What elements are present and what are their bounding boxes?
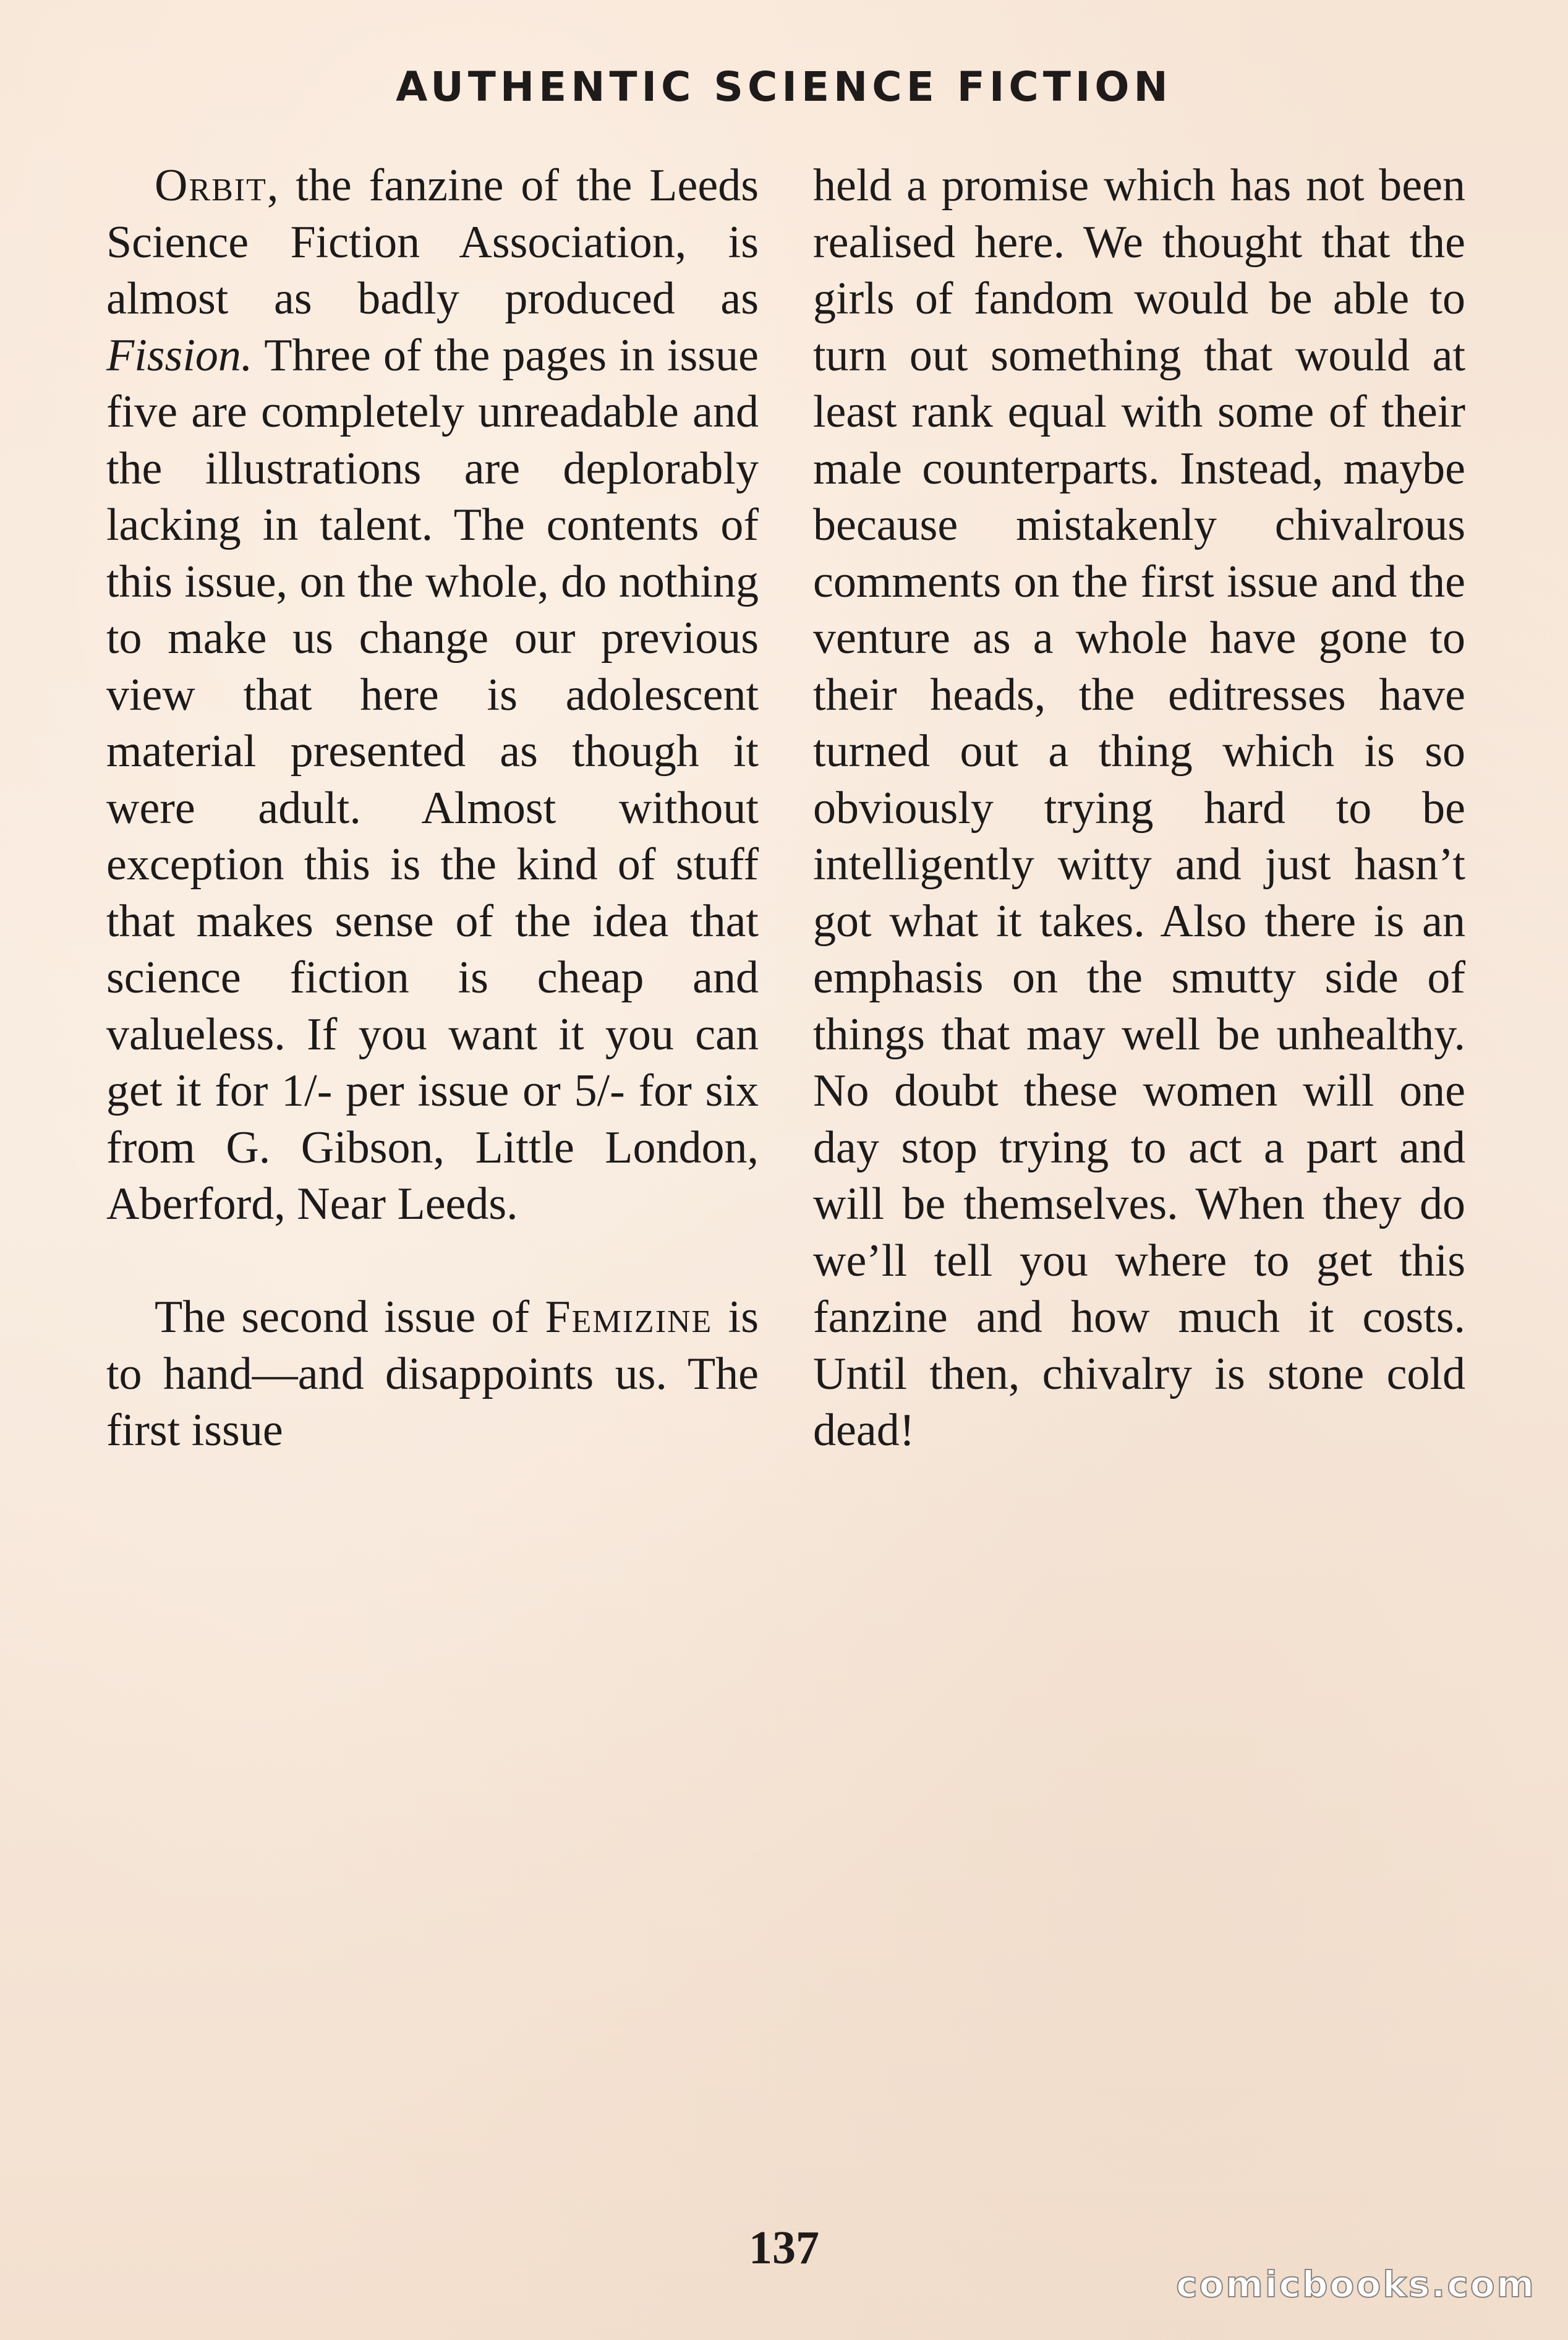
paragraph-text: , the fanzine of the Leeds Science Fiction Association, is almost as badly produced as	[106, 160, 759, 324]
running-head: AUTHENTIC SCIENCE FICTION	[396, 63, 1172, 111]
fanzine-name-fission: Fission.	[106, 330, 253, 381]
paragraph-text: Three of the pages in issue five are completely unreadable and the illustrations are deplorably lacking in talent. The contents of this issue, on the whole, do nothing to make us change our previous view that here is adolescent material presented as though it were adult. Almost without exception this is the kind of stuff that makes sense of the idea that science fiction is cheap and valueless. If you want it you can get it for 1/- per issue or 5/- for six from G. Gibson, Little London, Aberford, Near Leeds.	[106, 330, 759, 1229]
right-column	[813, 158, 1465, 1459]
left-column	[106, 158, 759, 1459]
page-number: 137	[749, 2222, 819, 2274]
paragraph-femizine-continued: held a promise which has not been realised here. We thought that the girls of fandom would be able to turn out something that would at least rank equal with some of their male counterparts. Instead, maybe because mistakenly chivalrous comments on the first issue and the venture as a whole have gone to their heads, the editresses have turned out a thing which is so obviously trying hard to be intelligently witty and just hasn’t got what it takes. Also there is an emphasis on the smutty side of things that may well be unhealthy. No doubt these women will one day stop trying to act a part and will be themselves. When they do we’ll tell you where to get this fanzine and how much it costs. Until then, chivalry is stone cold dead!	[813, 160, 1465, 1456]
fanzine-name-orbit: Orbit	[155, 160, 267, 211]
paragraph-orbit-review	[106, 158, 759, 1233]
paragraph-text: is to hand—and disappoints us. The first issue	[106, 1292, 759, 1456]
paragraph-femizine-review	[106, 1289, 759, 1459]
fanzine-name-femizine: Femizine	[545, 1292, 713, 1343]
paragraph-text: The second issue of	[155, 1292, 545, 1343]
watermark-logo: comicbooks.com	[1176, 2263, 1536, 2305]
